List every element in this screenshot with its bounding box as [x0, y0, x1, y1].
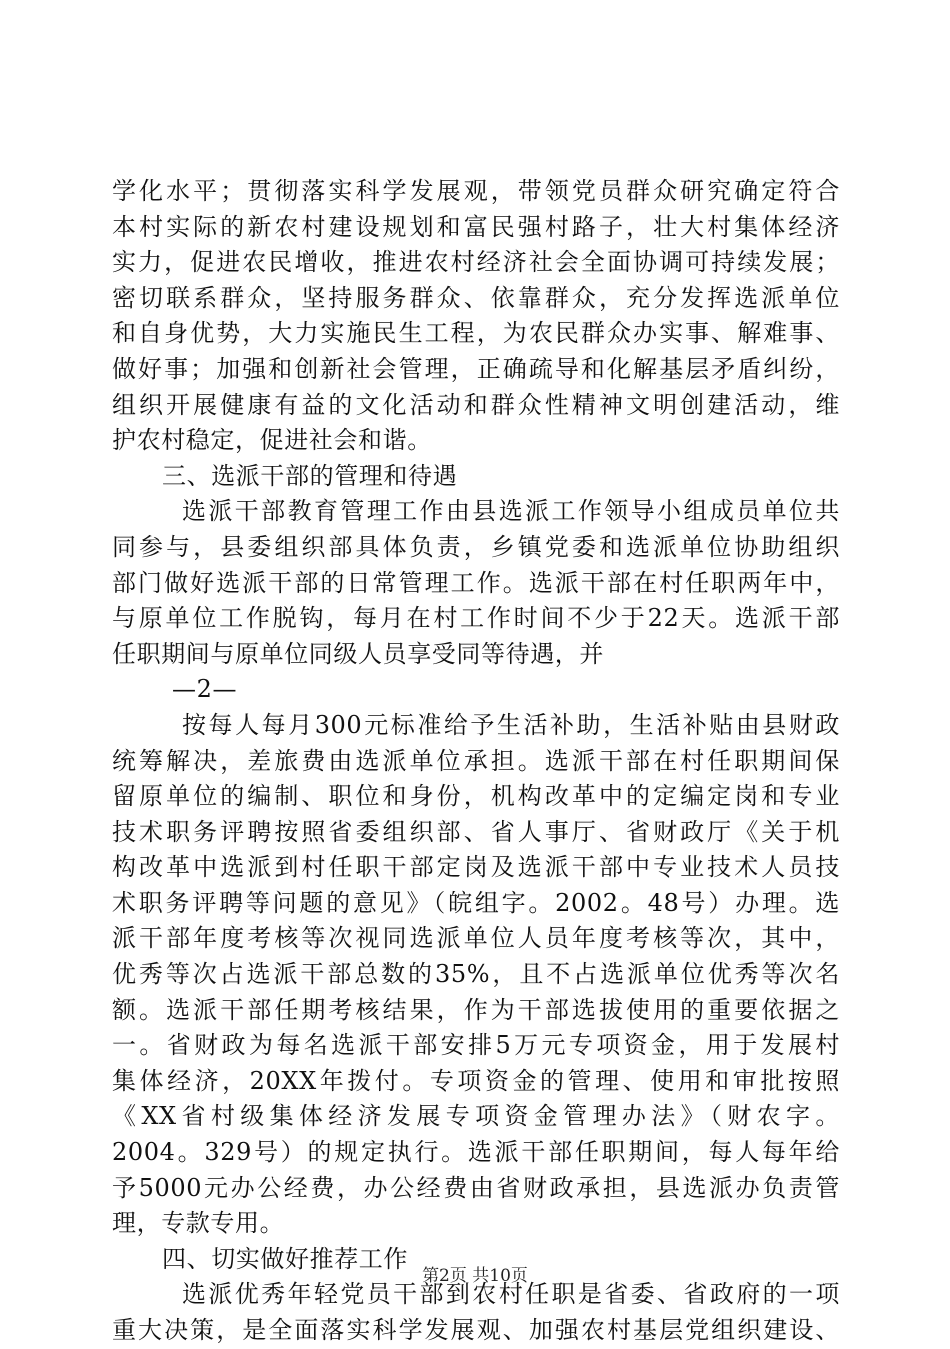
body-line: 重大决策，是全面落实科学发展观、加强农村基层党组织建设、: [112, 1316, 840, 1344]
body-line: 额。选派干部任期考核结果，作为干部选拔使用的重要依据之: [112, 995, 840, 1024]
body-line: 学化水平；贯彻落实科学发展观，带领党员群众研究确定符合: [112, 177, 840, 205]
body-line: 2004。329号）的规定执行。选派干部任职期间，每人每年给: [112, 1138, 840, 1167]
section-heading: 四、切实做好推荐工作: [162, 1244, 408, 1273]
body-line: 选派干部教育管理工作由县选派工作领导小组成员单位共: [182, 497, 840, 526]
body-line: 按每人每月300元标准给予生活补助，生活补贴由县财政: [182, 710, 840, 739]
body-line: 任职期间与原单位同级人员享受同等待遇，并: [112, 639, 604, 668]
body-line: 理，专款专用。: [112, 1209, 285, 1238]
body-line: 做好事；加强和创新社会管理，正确疏导和化解基层矛盾纠纷，: [112, 354, 840, 383]
body-line: 留原单位的编制、职位和身份，机构改革中的定编定岗和专业: [112, 782, 840, 811]
body-line: 《XX省村级集体经济发展专项资金管理办法》（财农字。: [112, 1102, 840, 1131]
body-line: 一。省财政为每名选派干部安排5万元专项资金，用于发展村: [112, 1031, 840, 1060]
body-line: 部门做好选派干部的日常管理工作。选派干部在村任职两年中，: [112, 568, 840, 597]
body-line: 予5000元办公经费，办公经费由省财政承担，县选派办负责管: [112, 1173, 840, 1202]
body-line: 密切联系群众，坚持服务群众、依靠群众，充分发挥选派单位: [112, 283, 840, 312]
body-line: 优秀等次占选派干部总数的35%，且不占选派单位优秀等次名: [112, 960, 840, 989]
body-line: 技术职务评聘按照省委组织部、省人事厅、省财政厅《关于机: [112, 817, 840, 846]
body-line: 选派优秀年轻党员干部到农村任职是省委、省政府的一项: [182, 1280, 840, 1309]
document-body: [112, 174, 840, 1349]
body-line: 和自身优势，大力实施民生工程，为农民群众办实事、解难事、: [112, 319, 840, 348]
body-line: 本村实际的新农村建设规划和富民强村路子，壮大村集体经济: [112, 212, 840, 241]
body-line: 与原单位工作脱钩，每月在村工作时间不少于22天。选派干部: [112, 604, 840, 633]
section-heading: 三、选派干部的管理和待遇: [162, 461, 458, 490]
body-line: 实力，促进农民增收，推进农村经济社会全面协调可持续发展；: [112, 248, 840, 277]
body-line: 护农村稳定，促进社会和谐。: [112, 426, 432, 455]
body-line: 构改革中选派到村任职干部定岗及选派干部中专业技术人员技: [112, 853, 840, 882]
page-footer: 第2页 共10页: [422, 1266, 528, 1286]
body-line: 术职务评聘等问题的意见》（皖组字。2002。48号）办理。选: [112, 888, 840, 917]
body-line: 统筹解决，差旅费由选派单位承担。选派干部在村任职期间保: [112, 746, 840, 775]
inline-page-marker: —2—: [172, 675, 238, 704]
body-line: 同参与，县委组织部具体负责，乡镇党委和选派单位协助组织: [112, 532, 840, 561]
body-line: 派干部年度考核等次视同选派单位人员年度考核等次，其中，: [112, 924, 840, 953]
body-line: 集体经济，20XX年拨付。专项资金的管理、使用和审批按照: [112, 1066, 840, 1095]
body-line: 组织开展健康有益的文化活动和群众性精神文明创建活动，维: [112, 390, 840, 419]
